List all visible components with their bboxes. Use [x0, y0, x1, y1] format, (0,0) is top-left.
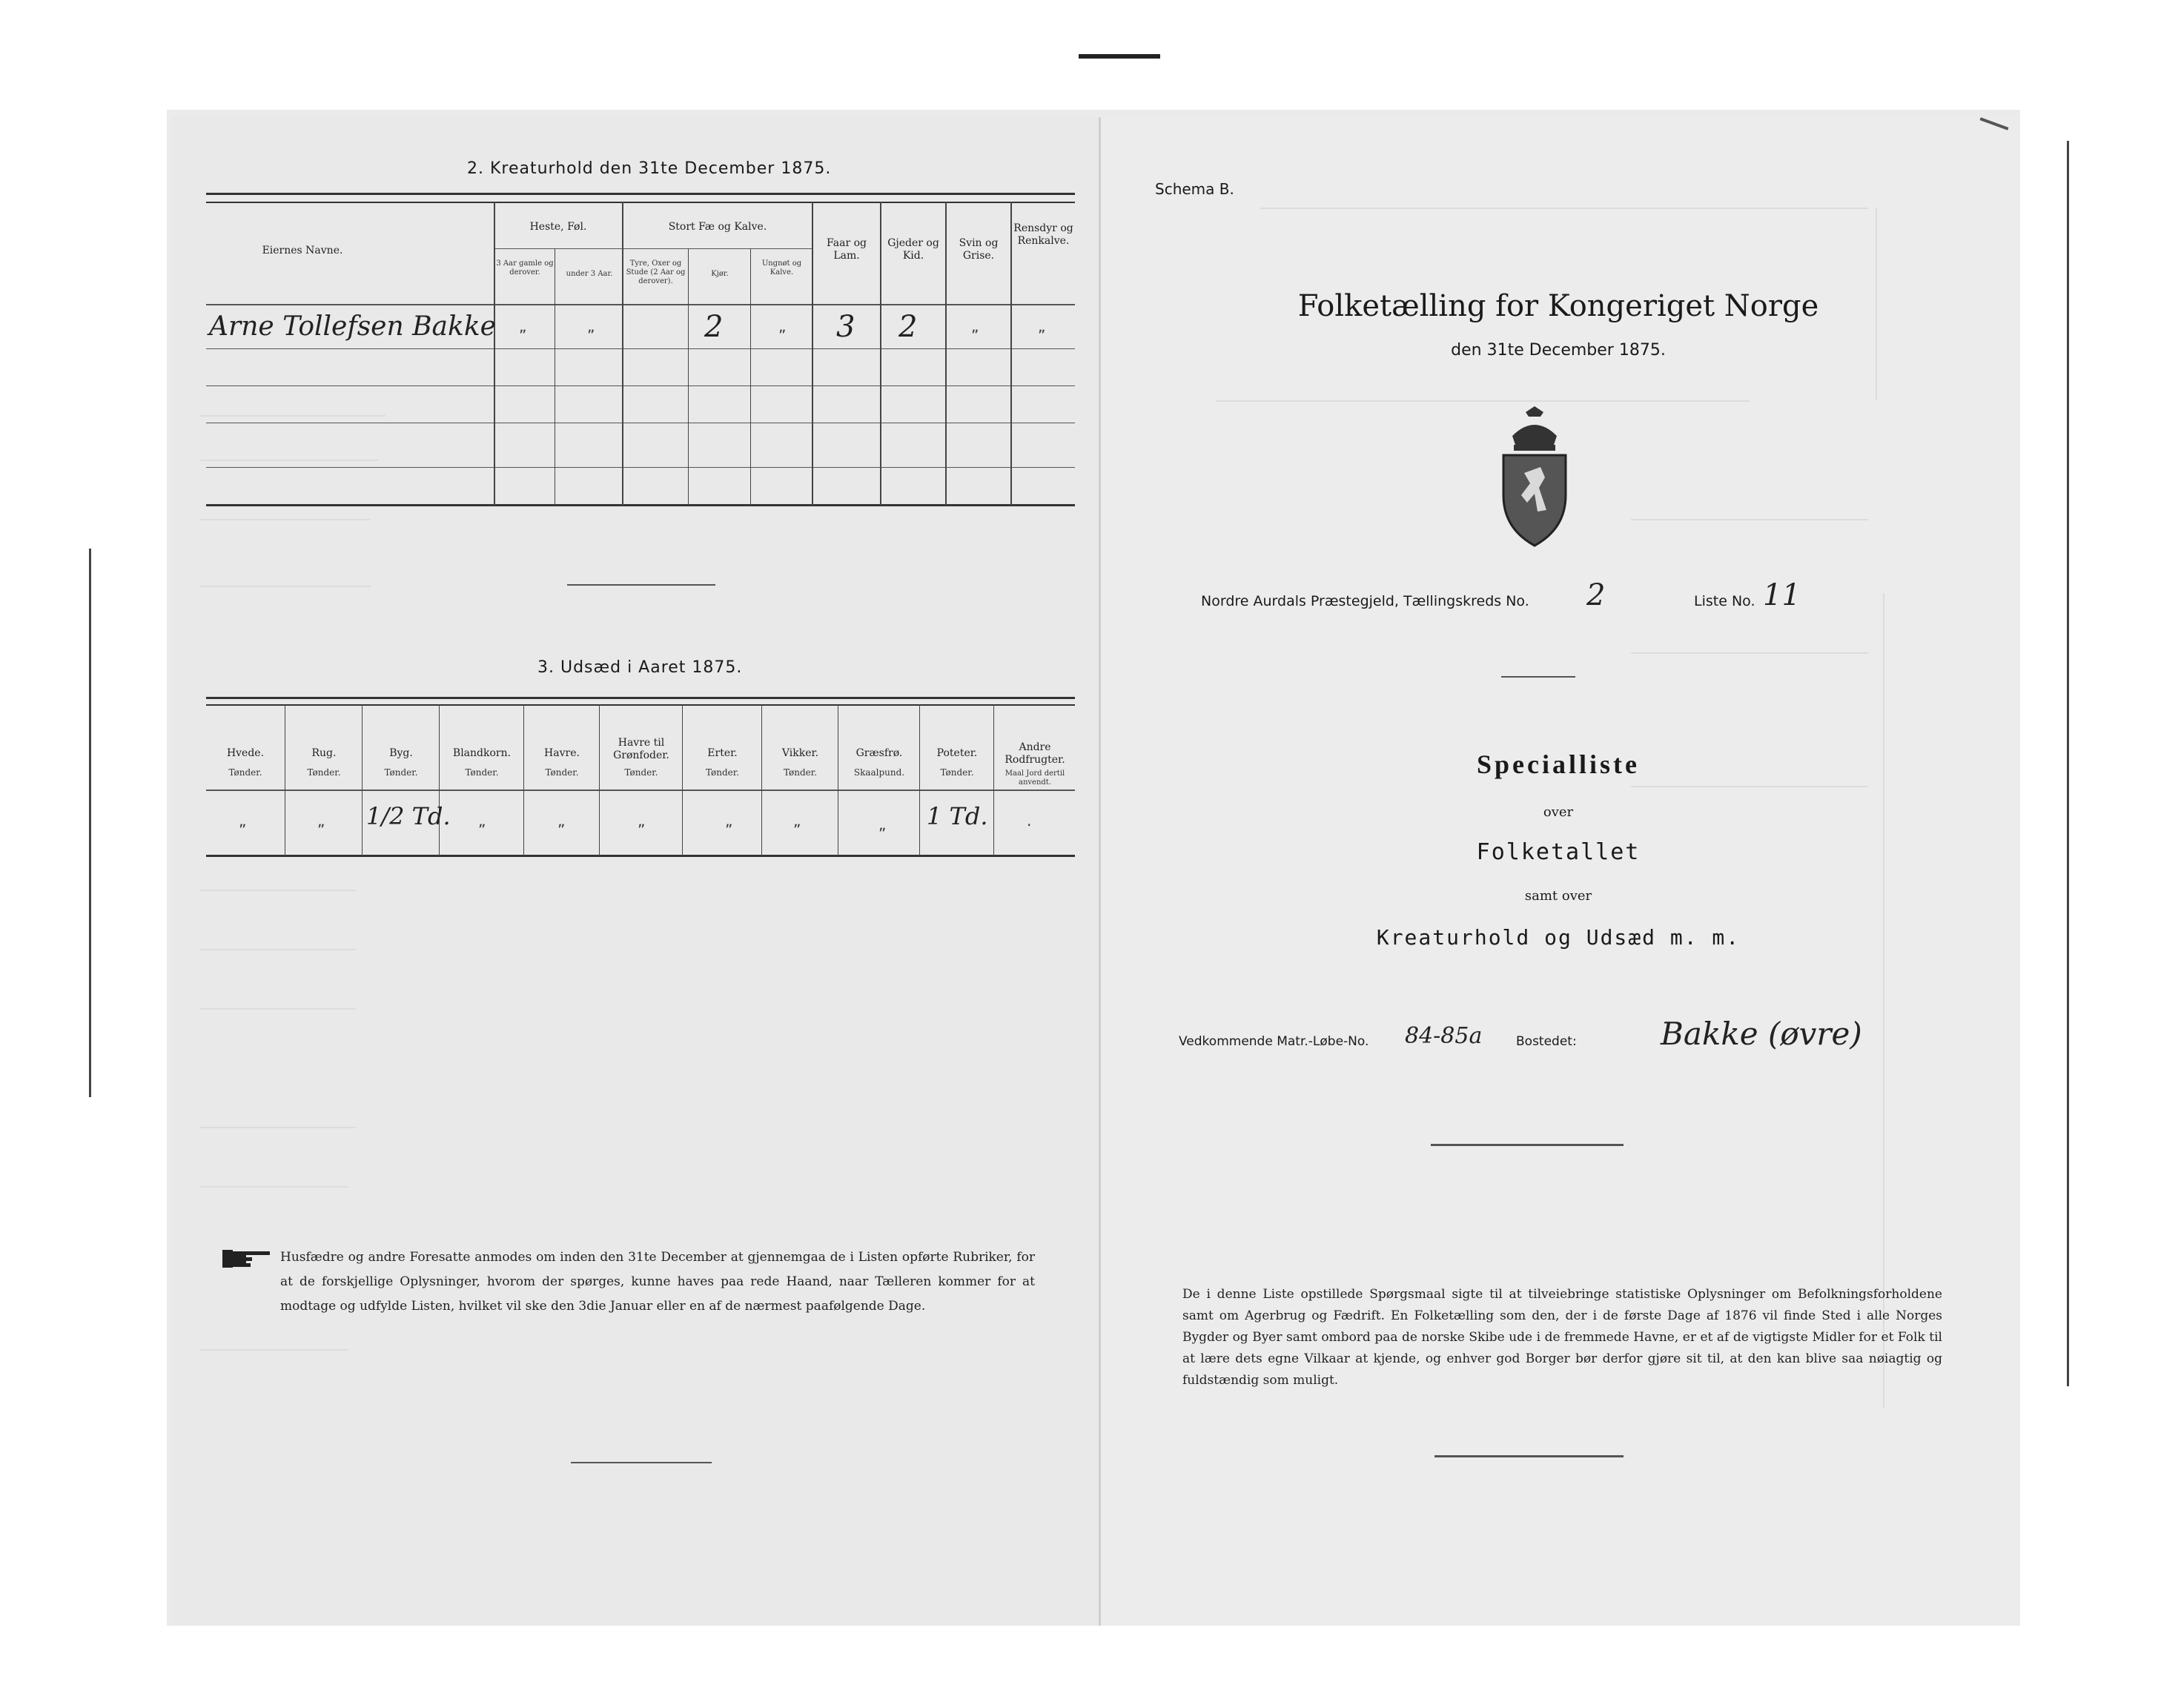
- census-title: Folketælling for Kongeriget Norge: [1297, 289, 1819, 323]
- table2-col-line: [599, 704, 600, 856]
- col-havre: Havre.: [544, 747, 580, 759]
- section-3-title: 3. Udsæd i Aaret 1875.: [537, 658, 743, 677]
- cell-havre: „: [557, 812, 566, 830]
- col-poteter: Poteter.: [936, 747, 978, 759]
- bleed-line: [1216, 400, 1750, 402]
- col-graesfro: Græsfrø.: [855, 747, 903, 759]
- bottom-rule: [571, 1462, 712, 1463]
- col-andre-rodfrugter: Andre Rodfrugter.: [1005, 741, 1065, 766]
- col-heste: Heste, Føl.: [529, 221, 587, 233]
- col-hvede-unit: Tønder.: [228, 767, 262, 778]
- col-tyre-oxer: Tyre, Oxer og Stude (2 Aar og derover).: [626, 259, 686, 285]
- folketallet-heading: Folketallet: [1476, 839, 1641, 865]
- cell-rensdyr: „: [1038, 317, 1046, 335]
- cell-rug: „: [317, 812, 325, 830]
- cell-kjor: 2: [704, 310, 724, 344]
- table1-col-line: [750, 248, 751, 506]
- separator-rule: [567, 584, 715, 586]
- bleed-line: [200, 1127, 356, 1128]
- col-graesfro-unit: Skaalpund.: [853, 767, 905, 778]
- samt-over-label: samt over: [1524, 888, 1592, 904]
- bleed-line: [1631, 786, 1868, 787]
- cell-blandkorn: „: [478, 812, 486, 830]
- cell-vikker: „: [793, 812, 801, 830]
- col-stort-fae: Stort Fæ og Kalve.: [668, 221, 767, 233]
- parish-label: Nordre Aurdals Præstegjeld, Tællingskreds No.: [1201, 593, 1529, 609]
- margin-line: [89, 549, 91, 1097]
- cell-ungnot: „: [778, 317, 787, 335]
- col-rug: Rug.: [311, 747, 337, 759]
- col-vikker: Vikker.: [781, 747, 819, 759]
- over-label: over: [1543, 804, 1574, 820]
- bleed-line: [200, 586, 371, 587]
- separator-rule: [1431, 1144, 1624, 1146]
- bleed-line: [200, 1186, 348, 1188]
- col-ungnot: Ungnøt og Kalve.: [761, 259, 802, 277]
- cell-havre-gronfoder: „: [638, 812, 646, 830]
- col-heste-young: under 3 Aar.: [566, 270, 613, 278]
- cell-erter: „: [725, 812, 733, 830]
- bleed-line: [200, 519, 371, 520]
- left-page: [172, 117, 1099, 1626]
- table2-col-line: [993, 704, 994, 856]
- kreaturhold-heading: Kreaturhold og Udsæd m. m.: [1376, 925, 1741, 950]
- cell-heste-old: „: [519, 317, 527, 335]
- col-erter: Erter.: [707, 747, 738, 759]
- col-hvede: Hvede.: [226, 747, 265, 759]
- table2-header-rule: [206, 790, 1075, 791]
- table2-bottom-rule: [206, 855, 1075, 857]
- liste-label: Liste No.: [1694, 593, 1755, 609]
- cell-graesfro: „: [878, 815, 887, 833]
- col-blandkorn: Blandkorn.: [452, 747, 512, 759]
- pointing-hand-icon: [221, 1245, 273, 1275]
- col-erter-unit: Tønder.: [705, 767, 740, 778]
- kreds-number: 2: [1586, 578, 1606, 612]
- table2-col-line: [761, 704, 762, 856]
- col-byg-unit: Tønder.: [384, 767, 418, 778]
- bleed-line: [1631, 519, 1868, 520]
- bleed-line: [1631, 652, 1868, 654]
- table1-col-line: [688, 248, 689, 506]
- census-purpose-note: De i denne Liste opstillede Spørgsmaal sigte til at tilveiebringe statistiske Oplysninger om Befolkningsforholdene samt om Agerbrug og Fædrift. En Folketælling som den, der i de første Dage af 1876 vil finde Sted i alle Norges Bygder og Byer samt ombord paa de norske Skibe ude i de fremmede Havne, er et af de vigtigste Midler for et Folk til at lære dets egne Vilkaar at kjende, og enhver god Borger bør derfor gjøre sit til, at den kan blive saa nøiagtig og fuldstændig som muligt.: [1182, 1287, 1942, 1388]
- separator-rule: [1501, 676, 1575, 678]
- col-faar: Faar og Lam.: [827, 237, 867, 262]
- top-mark: [1079, 54, 1160, 59]
- col-heste-old: 3 Aar gamle og derover.: [496, 259, 554, 277]
- schema-label: Schema B.: [1155, 180, 1234, 198]
- cell-hvede: „: [239, 812, 247, 830]
- table1-col-line: [622, 202, 623, 506]
- bleed-line: [200, 1008, 356, 1010]
- bleed-line: [200, 949, 356, 950]
- cell-poteter: 1 Td.: [927, 802, 988, 830]
- col-gjeder: Gjeder og Kid.: [887, 237, 939, 262]
- owner-name-cell: Arne Tollefsen Bakke: [209, 311, 496, 342]
- specialliste-heading: Specialliste: [1477, 749, 1640, 779]
- bleed-line: [200, 415, 385, 417]
- census-date: den 31te December 1875.: [1451, 341, 1666, 360]
- col-kjor: Kjør.: [711, 270, 729, 278]
- bleed-line: [200, 890, 356, 891]
- col-rug-unit: Tønder.: [307, 767, 341, 778]
- col-andre-rodfrugter-unit: Maal Jord dertil anvendt.: [1005, 769, 1065, 787]
- bleed-line: [200, 460, 378, 461]
- table1-subhdr-rule: [623, 248, 812, 249]
- instructions-note: Husfædre og andre Foresatte anmodes om inden den 31te December at gjennemgaa de i Listen opførte Rubriker, for at de forskjellige Oplysninger, hvorom der spørges, kunne haves paa rede Haand, naar Tælleren kommer for at modtage og udfylde Listen, hvilket vil ske den 3die Januar eller en af de nærmest paafølgende Dage.: [280, 1250, 1035, 1314]
- cell-heste-young: „: [587, 317, 595, 335]
- table1-subhdr-rule: [495, 248, 623, 249]
- bleed-line: [200, 1349, 348, 1351]
- bosted-value: Bakke (øvre): [1661, 1016, 1862, 1052]
- matr-number: 84-85a: [1405, 1023, 1483, 1049]
- col-byg: Byg.: [389, 747, 413, 759]
- col-vikker-unit: Tønder.: [783, 767, 818, 778]
- table1-top-rule: [206, 193, 1075, 195]
- col-havre-gronfoder: Havre til Grønfoder.: [613, 737, 669, 761]
- cell-gjeder: 2: [898, 310, 918, 344]
- col-owner-name: Eiernes Navne.: [262, 245, 343, 256]
- cell-byg: 1/2 Td.: [366, 802, 451, 830]
- section-2-title: 2. Kreaturhold den 31te December 1875.: [467, 159, 832, 178]
- table2-col-line: [362, 704, 363, 856]
- table2-col-line: [439, 704, 440, 856]
- table2-top-rule: [206, 697, 1075, 699]
- margin-line: [2067, 141, 2069, 1386]
- table1-col-line: [494, 202, 495, 506]
- col-rensdyr: Rensdyr og Renkalve.: [1013, 222, 1073, 247]
- table2-col-line: [682, 704, 683, 856]
- matr-label: Vedkommende Matr.-Løbe-No.: [1179, 1034, 1369, 1049]
- col-blandkorn-unit: Tønder.: [465, 767, 499, 778]
- bottom-rule: [1434, 1455, 1624, 1457]
- table2-col-line: [523, 704, 524, 856]
- cell-andre-rodfrugter: .: [1027, 812, 1032, 830]
- col-svin: Svin og Grise.: [959, 237, 999, 262]
- cell-faar: 3: [836, 310, 855, 344]
- cell-svin: „: [971, 317, 979, 335]
- liste-number: 11: [1763, 578, 1801, 612]
- table2-col-line: [919, 704, 920, 856]
- norwegian-coat-of-arms-icon: [1497, 406, 1572, 550]
- col-havre-unit: Tønder.: [545, 767, 579, 778]
- col-havre-gronfoder-unit: Tønder.: [624, 767, 658, 778]
- bosted-label: Bostedet:: [1516, 1034, 1577, 1049]
- col-poteter-unit: Tønder.: [940, 767, 974, 778]
- bleed-line: [1260, 208, 1868, 209]
- table2-top-rule-2: [206, 704, 1075, 706]
